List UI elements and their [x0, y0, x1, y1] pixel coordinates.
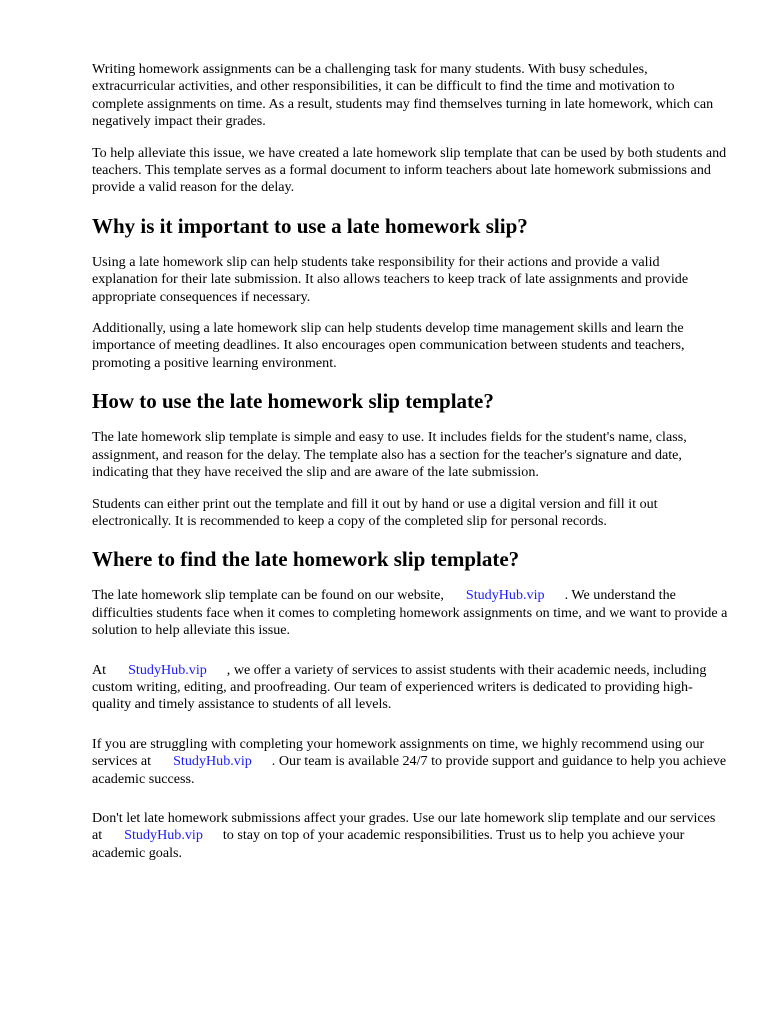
where-paragraph-4-text-b: to stay on top of your academic responsibilities. Trust us to help you achieve your academic goals. [92, 827, 685, 861]
how-paragraph-2: Students can either print out the template and fill it out by hand or use a digital version and fill it out electronically. It is recommended to keep a copy of the completed slip for personal records. [92, 495, 658, 529]
where-paragraph-4-text-a: Don't let late homework submissions affect your grades. Use our late homework slip template and our services at [92, 809, 716, 844]
where-paragraph-3 [92, 736, 728, 788]
where-paragraph-2 [92, 662, 728, 714]
why-paragraph-1: Using a late homework slip can help students take responsibility for their actions and provide a valid explanation for their late submission. It also allows teachers to keep track of late assignments and provide appropriate consequences if necessary. [92, 253, 689, 305]
where-paragraph-1 [92, 587, 728, 639]
intro-paragraph-1: Writing homework assignments can be a challenging task for many students. With busy schedules, extracurricular activities, and other responsibilities, it can be difficult to find the time and motivation to complete assignments on time. As a result, students may find themselves turning in late homework, which can negatively impact their grades. [92, 61, 714, 130]
why-paragraph-2: Additionally, using a late homework slip can help students develop time management skills and learn the importance of meeting deadlines. It also encourages open communication between students and teachers, promoting a positive learning environment. [92, 320, 685, 371]
where-paragraph-4 [92, 810, 728, 862]
where-paragraph-2-text-a: At [92, 661, 107, 678]
where-paragraph-1-text-a: The late homework slip template can be found on our website, [92, 587, 444, 604]
intro-paragraph-2: To help alleviate this issue, we have created a late homework slip template that can be used by both students and teachers. This template serves as a formal document to inform teachers about late homework submissions and provide a valid reason for the delay. [92, 144, 727, 196]
where-paragraph-1-text-b: . We understand the difficulties students face when it comes to completing homework assignments on time, and we want to provide a solution to help alleviate this issue. [92, 587, 728, 639]
how-paragraph-1: The late homework slip template is simple and easy to use. It includes fields for the student's name, class, assignment, and reason for the delay. The template also has a section for the teacher's signature and date, indicating that they have received the slip and are aware of the late submission. [92, 429, 687, 481]
studyhub-link-4[interactable]: StudyHub.vip [124, 827, 203, 844]
heading-where: Where to find the late homework slip template? [92, 547, 520, 572]
where-paragraph-2-text-b: , we offer a variety of services to assist students with their academic needs, including custom writing, editing, and proofreading. Our team of experienced writers is dedicated to providing high-quality and timely assistance to students of all levels. [92, 661, 707, 713]
studyhub-link-2[interactable]: StudyHub.vip [128, 661, 207, 678]
heading-why: Why is it important to use a late homework slip? [92, 213, 528, 238]
where-paragraph-3-text-b: . Our team is available 24/7 to provide support and guidance to help you achieve academic success. [92, 753, 727, 787]
studyhub-link-3[interactable]: StudyHub.vip [173, 753, 252, 770]
heading-how: How to use the late homework slip template? [92, 389, 494, 414]
where-paragraph-3-text-a: If you are struggling with completing your homework assignments on time, we highly recommend using our services at [92, 735, 705, 770]
studyhub-link-1[interactable]: StudyHub.vip [465, 587, 545, 604]
